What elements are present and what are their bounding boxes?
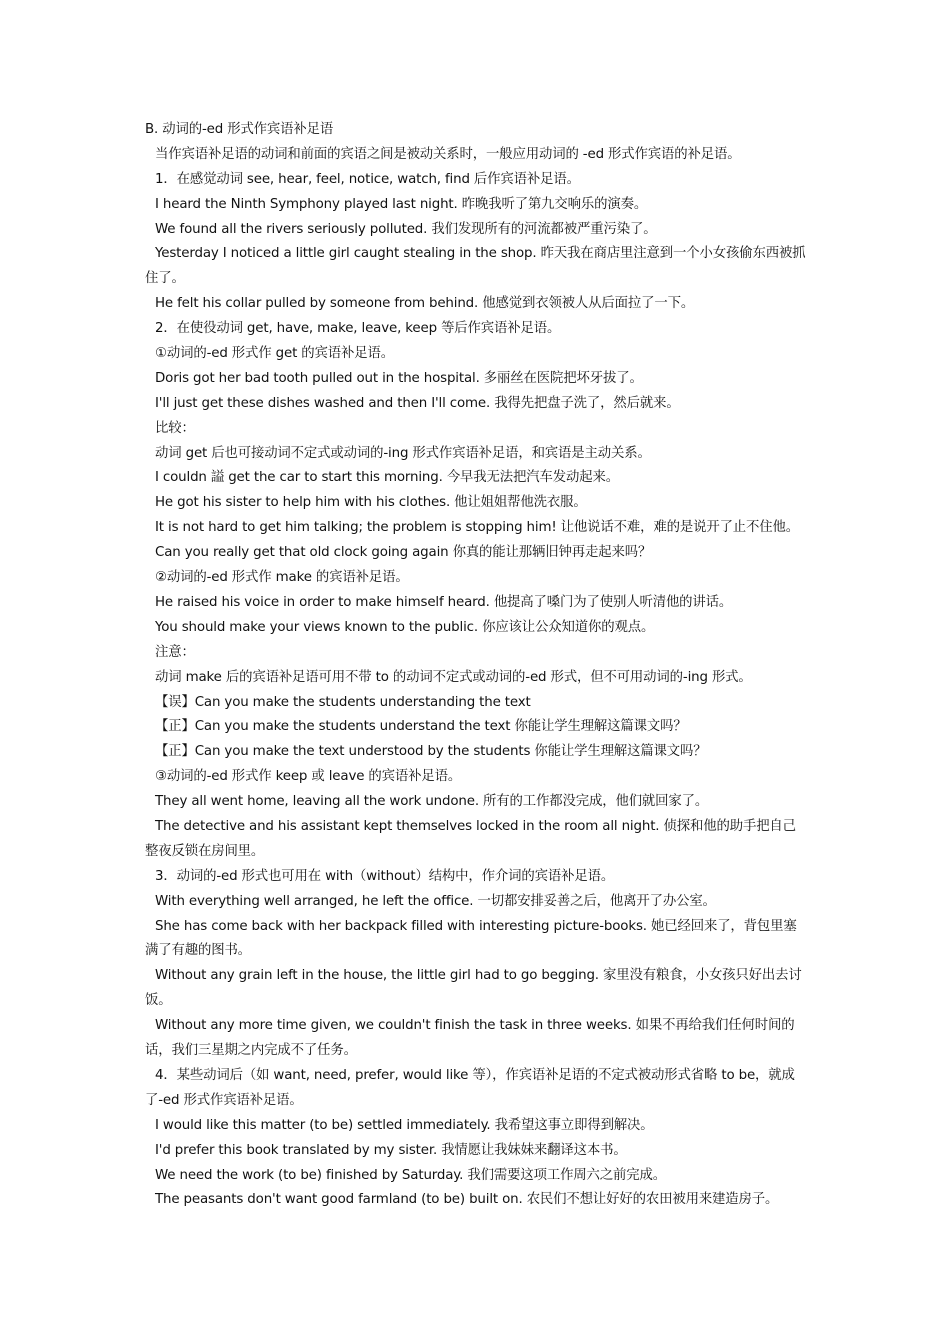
text-line: 比较： bbox=[155, 420, 195, 436]
text-line: The detective and his assistant kept themselves locked in the room all night. 侦探和他的助手把自己整夜反锁在房间里。 bbox=[145, 818, 796, 859]
text-line: 注意： bbox=[155, 644, 195, 660]
text-line: She has come back with her backpack filled with interesting picture-books. 她已经回来了，背包里塞满了有趣的图书。 bbox=[145, 918, 797, 959]
text-line: They all went home, leaving all the work undone. 所有的工作都没完成，他们就回家了。 bbox=[155, 794, 709, 810]
text-line: ①动词的-ed 形式作 get 的宾语补足语。 bbox=[155, 346, 394, 362]
text-line: I heard the Ninth Symphony played last night. 昨晚我听了第九交响乐的演奏。 bbox=[155, 196, 648, 212]
text-line: I'll just get these dishes washed and then I'll come. 我得先把盘子洗了，然后就来。 bbox=[155, 395, 680, 411]
text-line: The peasants don't want good farmland (to be) built on. 农民们不想让好好的农田被用来建造房子。 bbox=[155, 1192, 779, 1208]
text-line: 1．在感觉动词 see, hear, feel, notice, watch, find 后作宾语补足语。 bbox=[155, 171, 580, 187]
text-line: 2．在使役动词 get, have, make, leave, keep 等后作宾语补足语。 bbox=[155, 321, 561, 337]
text-line: 动词 get 后也可接动词不定式或动词的-ing 形式作宾语补足语，和宾语是主动关系。 bbox=[155, 445, 651, 461]
text-line: 动词 make 后的宾语补足语可用不带 to 的动词不定式或动词的-ed 形式，但不可用动词的-ing 形式。 bbox=[155, 669, 752, 685]
text-line: 【正】Can you make the text understood by the students 你能让学生理解这篇课文吗？ bbox=[155, 744, 707, 760]
text-line: Yesterday I noticed a little girl caught stealing in the shop. 昨天我在商店里注意到一个小女孩偷东西被抓住了。 bbox=[145, 246, 806, 287]
text-line: ③动词的-ed 形式作 keep 或 leave 的宾语补足语。 bbox=[155, 769, 462, 785]
text-line: He raised his voice in order to make himself heard. 他提高了嗓门为了使别人听清他的讲话。 bbox=[155, 594, 733, 610]
text-line: Without any more time given, we couldn't finish the task in three weeks. 如果不再给我们任何时间的话，我们三星期之内完成不了任务。 bbox=[145, 1018, 795, 1059]
text-line: It is not hard to get him talking; the problem is stopping him! 让他说话不难，难的是说开了止不住他。 bbox=[155, 520, 800, 536]
text-line: I'd prefer this book translated by my sister. 我情愿让我妹妹来翻译这本书。 bbox=[155, 1142, 627, 1158]
text-line: 4．某些动词后（如 want, need, prefer, would like 等），作宾语补足语的不定式被动形式省略 to be，就成了-ed 形式作宾语补足语。 bbox=[145, 1067, 795, 1108]
text-line: He got his sister to help him with his clothes. 他让姐姐帮他洗衣服。 bbox=[155, 495, 587, 511]
text-line: Can you really get that old clock going again 你真的能让那辆旧钟再走起来吗？ bbox=[155, 545, 652, 561]
section-heading: B. 动词的-ed 形式作宾语补足语 bbox=[145, 122, 334, 137]
text-line: I couldn 謚 get the car to start this morning. 今早我无法把汽车发动起来。 bbox=[155, 470, 619, 486]
text-line: He felt his collar pulled by someone from behind. 他感觉到衣领被人从后面拉了一下。 bbox=[155, 296, 695, 312]
text-line: We found all the rivers seriously polluted. 我们发现所有的河流都被严重污染了。 bbox=[155, 221, 657, 237]
text-line: 3．动词的-ed 形式也可用在 with（without）结构中，作介词的宾语补足语。 bbox=[155, 868, 615, 884]
text-line: Doris got her bad tooth pulled out in the hospital. 多丽丝在医院把坏牙拔了。 bbox=[155, 370, 643, 386]
text-line: 【误】Can you make the students understanding the text bbox=[155, 694, 531, 710]
text-line: With everything well arranged, he left the office. 一切都安排妥善之后，他离开了办公室。 bbox=[155, 893, 716, 909]
text-line: You should make your views known to the public. 你应该让公众知道你的观点。 bbox=[155, 619, 655, 635]
text-line: ②动词的-ed 形式作 make 的宾语补足语。 bbox=[155, 570, 409, 586]
text-line: 【正】Can you make the students understand the text 你能让学生理解这篇课文吗？ bbox=[155, 719, 687, 735]
text-line: 当作宾语补足语的动词和前面的宾语之间是被动关系时，一般应用动词的 -ed 形式作宾语的补足语。 bbox=[155, 146, 741, 162]
text-line: Without any grain left in the house, the little girl had to go begging. 家里没有粮食，小女孩只好出去讨饭。 bbox=[145, 968, 802, 1009]
text-line: We need the work (to be) finished by Saturday. 我们需要这项工作周六之前完成。 bbox=[155, 1167, 666, 1183]
document-body bbox=[145, 118, 809, 1213]
text-line: I would like this matter (to be) settled immediately. 我希望这事立即得到解决。 bbox=[155, 1117, 654, 1133]
